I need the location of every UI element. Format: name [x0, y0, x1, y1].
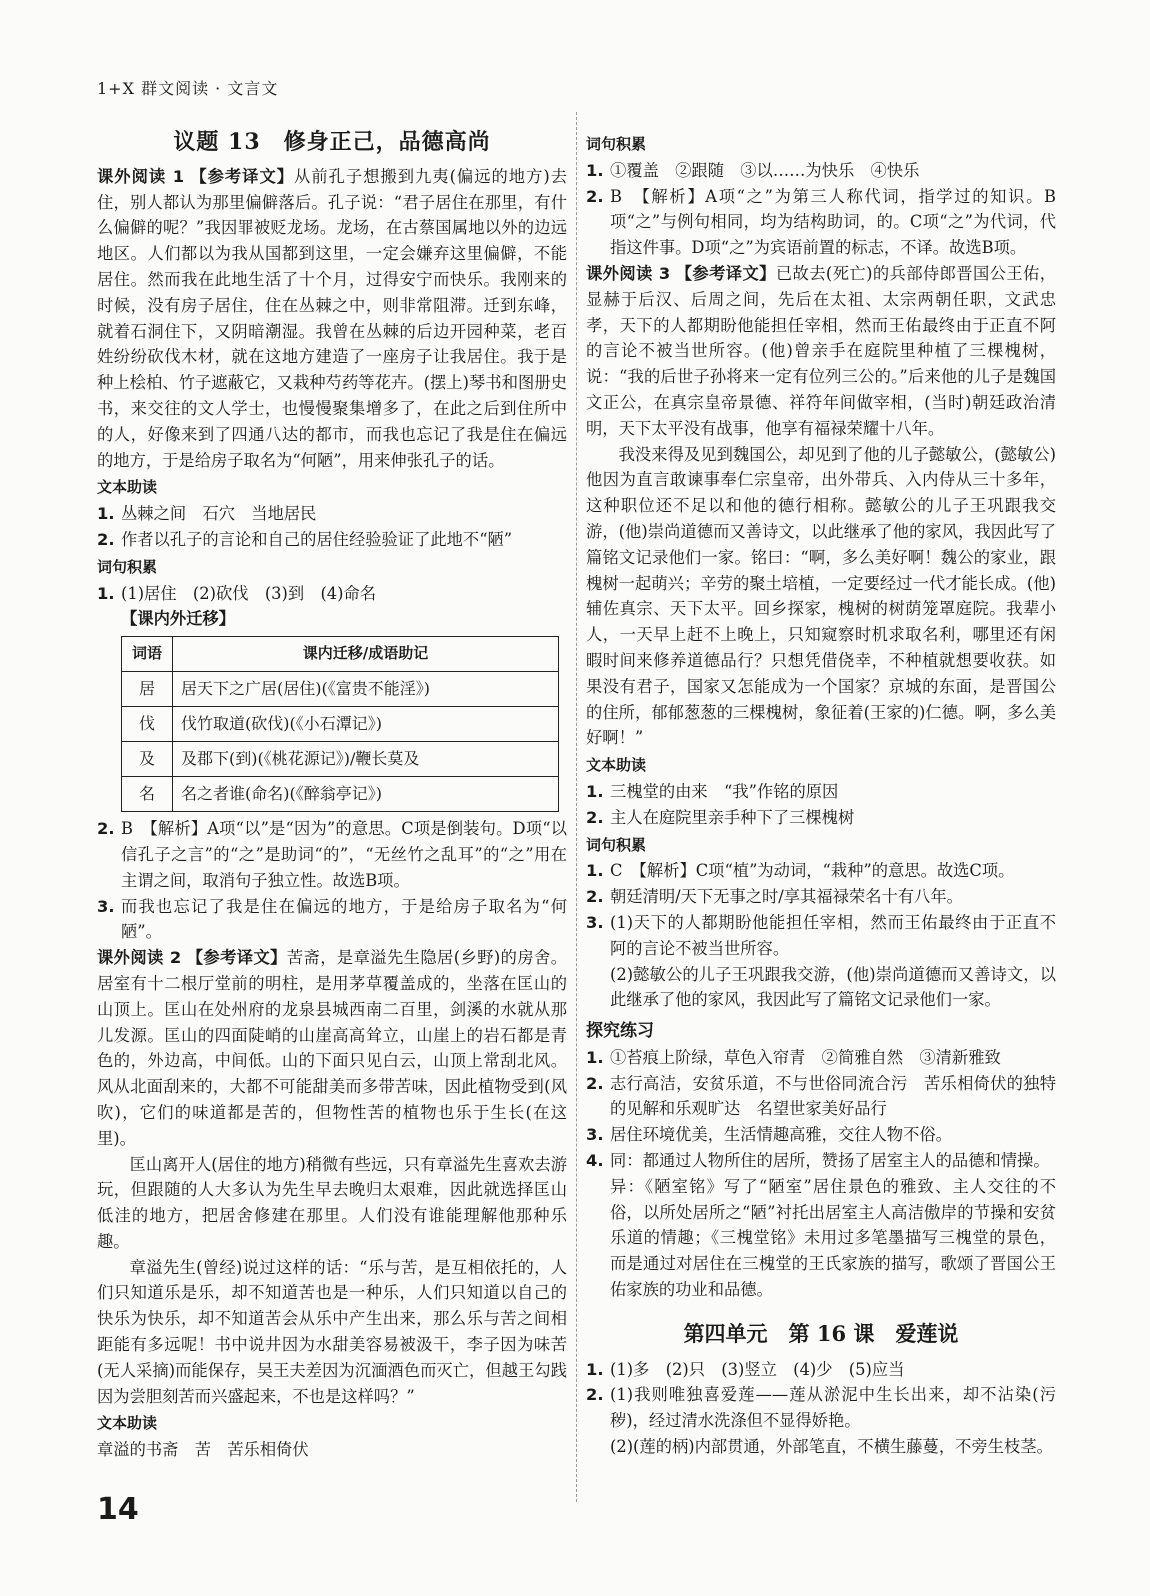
list-item: [97, 894, 567, 946]
list-item: [97, 581, 567, 607]
item-text: 作者以孔子的言论和自己的居住经验验证了此地不“陋”: [121, 529, 513, 549]
item-text: 同：都通过人物所住的居所，赞扬了居室主人的品德和情操。: [610, 1151, 1050, 1171]
list-item: [586, 1357, 1056, 1383]
item-number: 4.: [586, 1151, 604, 1171]
item-number: 2.: [586, 1073, 604, 1093]
item-text: C 【解析】C项“植”为动词，“栽种”的意思。故选C项。: [610, 861, 1015, 881]
reading-3: [586, 261, 1056, 442]
reading-1-ref: 【参考译文】: [190, 166, 295, 186]
item-number: 1.: [586, 1047, 604, 1067]
list-item: [586, 1045, 1056, 1071]
table-cell: 及郡下(到)(《桃花源记》)/鞭长莫及: [173, 742, 559, 777]
item-text: 三槐堂的由来 “我”作铭的原因: [610, 781, 839, 801]
item-sub-text: (2)(莲的柄)内部贯通，外部笔直，不横生藤蔓，不旁生枝茎。: [610, 1437, 1053, 1457]
list-item: [586, 1148, 1056, 1174]
item-text: (1)居住 (2)砍伐 (3)到 (4)命名: [121, 583, 377, 603]
item-number: 1.: [586, 1359, 604, 1379]
cjjl-3-heading: 词句积累: [586, 835, 647, 854]
item-text: B 【解析】A项“以”是“因为”的意思。C项是倒装句。D项“以信孔子之言”的“之”是助词“的”，“无丝竹之乱耳”的“之”用在主谓之间，取消句子独立性。故选B项。: [121, 819, 567, 890]
reading-2-p2: 匡山离开人(居住的地方)稍微有些远，只有章溢先生喜欢去游玩，但跟随的人大多认为先生早去晚归太艰难，因此就选择匡山低洼的地方，把居舍修建在那里。人们没有谁能理解他那种乐趣。: [97, 1154, 567, 1251]
list-item: [97, 501, 567, 527]
table-cell: 居天下之广居(居住)(《富贵不能淫》): [173, 672, 559, 707]
list-item: [586, 1122, 1056, 1148]
reading-2-p3: 章溢先生(曾经)说过这样的话：“乐与苦，是互相依托的，人们只知道乐是乐，却不知道苦也是一种乐，人们只知道以自己的快乐为快乐，却不知道苦会从乐中产生出来，那么乐与苦之间相距能有多远呢！书中说井因为水甜美容易被汲干，李子因为味苦(无人采摘)而能保存，吴王夫差因为沉湎酒色而灭亡，但越王勾践因为尝胆刻苦而兴盛起来，不也是这样吗？”: [97, 1257, 567, 1406]
item-sub-text: (2)懿敏公的儿子王巩跟我交游，(他)崇尚道德而又善诗文，以此继承了他的家风，我因此写了篇铭文记录他们一家。: [610, 964, 1056, 1010]
reading-3-p2: 我没来得及见到魏国公，却见到了他的儿子懿敏公，(懿敏公)他因为直言敢谏事奉仁宗皇帝，出外带兵、入内侍从三十多年，这种职位还不足以和他的德行相称。懿敏公的儿子王巩跟我交游，(他)崇尚道德而又善诗文，以此继承了他的家风，我因此写了篇铭文记录他们一家。铭曰：“啊，多么美好啊！魏公的家业，跟槐树一起萌兴；辛劳的聚土培植，一定要经过一代才能长成。(他)辅佐真宗、天下太平。回乡探家，槐树的树荫笼罩庭院。我辈小人，一天早上赶不上晚上，只知窥察时机求取名利，哪里还有闲暇时间来修养道德品行？只想凭借侥幸，不种植就想要收获。如果没有君子，国家又怎能成为一个国家？京城的东面，是晋国公的住所，郁郁葱葱的三棵槐树，象征着(王家的)仁德。啊，多么美好啊！”: [586, 444, 1056, 748]
item-text: 居住环境优美，生活情趣高雅，交往人物不俗。: [610, 1125, 952, 1145]
list-item: [586, 184, 1056, 261]
page-number: 14: [97, 1492, 139, 1527]
reading-2-ref: 【参考译文】: [186, 948, 287, 968]
table-cell: 伐竹取道(砍伐)(《小石潭记》): [173, 707, 559, 742]
list-item: [586, 158, 1056, 184]
list-item: [586, 779, 1056, 805]
item-number: 2.: [586, 807, 604, 827]
reading-2-label: 课外阅读 2: [97, 948, 182, 968]
reading-1-label: 课外阅读 1: [97, 166, 185, 186]
item-text: ①苔痕上阶绿，草色入帘青 ②简雅自然 ③清新雅致: [610, 1047, 1001, 1067]
left-column: [97, 130, 567, 1463]
list-item: [586, 884, 1056, 910]
table-row: [122, 707, 559, 742]
item-number: 1.: [586, 861, 604, 881]
table-row: [122, 672, 559, 707]
table-header-cell: 词语: [122, 637, 173, 672]
reading-1: [97, 164, 567, 474]
item-number: 2.: [586, 186, 604, 206]
table-cell: 居: [122, 672, 173, 707]
reading-2-p1: 苦斋，是章溢先生隐居(乡野)的房舍。居室有十二根厅堂前的明柱，是用茅草覆盖成的，坐落在匡山的山顶上。匡山在处州府的龙泉县城西南二百里，剑溪的水就从那儿发源。匡山的四面陡峭的山崖高高耸立，山崖上的岩石都是青色的，外边高，中间低。山的下面只见白云，山顶上常刮北风。风从北面刮来的，大都不可能甜美而多带苦味，因此植物受到(风吹)，它们的味道都是苦的，但物性苦的植物也乐于生长(在这里)。: [97, 948, 567, 1148]
item-text: (1)天下的人都期盼他能担任宰相，然而王佑最终由于正直不阿的言论不被当世所容。: [610, 912, 1056, 958]
cjjl-2-heading: 词句积累: [586, 135, 647, 153]
item-text: 志行高洁，安贫乐道，不与世俗同流合污 苦乐相倚伏的独特的见解和乐观旷达 名望世家美好品行: [610, 1073, 1056, 1119]
unit-title: 第四单元 第 16 课 爱莲说: [683, 1320, 959, 1346]
item-number: 1.: [586, 160, 604, 180]
item-text: (1)多 (2)只 (3)竖立 (4)少 (5)应当: [610, 1359, 905, 1379]
migration-table: [121, 636, 559, 812]
item-sub-text: 异：《陋室铭》写了“陋室”居住景色的雅致、主人交往的不俗，以所处居所之“陋”衬托出居室主人高洁傲岸的节操和安贫乐道的情趣；《三槐堂铭》未用过多笔墨描写三槐堂的景色，而是通过对居住在三槐堂的王氏家族的描写，歌颂了晋国公王佑家族的功业和品德。: [610, 1176, 1056, 1300]
list-item: [586, 1382, 1056, 1434]
item-text: B 【解析】A项“之”为第三人称代词，指学过的知识。B项“之”与例句相同，均为结构助词，的。C项“之”为代词，代指这件事。D项“之”为宾语前置的标志，不译。故选B项。: [610, 186, 1056, 258]
wbzd-1-heading: 文本助读: [97, 478, 158, 497]
table-cell: 名: [122, 777, 173, 812]
item-text: (1)我则唯独喜爱莲——莲从淤泥中生长出来，却不沾染(污秽)，经过清水洗涤但不显得娇艳。: [610, 1385, 1056, 1431]
item-number: 2.: [97, 819, 115, 839]
table-header-row: [122, 637, 559, 672]
running-header: 1+X 群文阅读 · 文言文: [97, 79, 279, 98]
table-header-cell: 课内迁移/成语助记: [173, 637, 559, 672]
item-number: 3.: [586, 912, 604, 932]
item-number: 2.: [586, 1385, 604, 1405]
cjjl-1-heading: 词句积累: [97, 557, 158, 576]
right-column: [586, 130, 1056, 1460]
migration-label: 【课内外迁移】: [121, 609, 235, 629]
table-cell: 及: [122, 742, 173, 777]
wbzd-2-heading: 文本助读: [97, 1414, 158, 1433]
table-row: [122, 742, 559, 777]
list-item: [586, 858, 1056, 884]
item-text: 丛棘之间 石穴 当地居民: [121, 504, 317, 524]
column-divider: [576, 112, 578, 1502]
table-cell: 名之者谁(命名)(《醉翁亭记》): [173, 777, 559, 812]
list-item: [97, 816, 567, 893]
item-text: 朝廷清明/天下无事之时/享其福禄荣名十有八年。: [610, 887, 963, 907]
topic-title: 议题 13 修身正己，品德高尚: [173, 129, 491, 155]
item-number: 2.: [97, 529, 115, 549]
list-item: [586, 1071, 1056, 1123]
item-number: 2.: [586, 887, 604, 907]
tjlx-heading: 探究练习: [586, 1021, 654, 1042]
list-item: [97, 527, 567, 553]
wbzd-2-text: 章溢的书斋 苦 苦乐相倚伏: [97, 1440, 309, 1460]
list-item: [586, 910, 1056, 962]
item-number: 1.: [586, 781, 604, 801]
item-number: 3.: [586, 1125, 604, 1145]
item-number: 3.: [97, 896, 115, 916]
item-number: 1.: [97, 583, 115, 603]
reading-3-ref: 【参考译文】: [675, 263, 776, 283]
item-text: ①覆盖 ②跟随 ③以……为快乐 ④快乐: [610, 160, 920, 180]
item-text: 而我也忘记了我是住在偏远的地方，于是给房子取名为“何陋”。: [121, 896, 567, 942]
reading-3-p1: 已故去(死亡)的兵部侍郎晋国公王佑，显赫于后汉、后周之间，先后在太祖、太宗两朝任职，文武忠孝，天下的人都期盼他能担任宰相，然而王佑最终由于正直不阿的言论不被当世所容。(他)曾亲手在庭院里种植了三棵槐树，说：“我的后世子孙将来一定有位列三公的。”后来他的儿子是魏国文正公，在真宗皇帝景德、祥符年间做宰相，(当时)朝廷政治清明，天下太平没有战事，他享有福禄荣耀十八年。: [586, 263, 1056, 438]
table-row: [122, 777, 559, 812]
reading-2: [97, 945, 567, 1151]
list-item: [586, 805, 1056, 831]
item-number: 1.: [97, 504, 115, 524]
wbzd-3-heading: 文本助读: [586, 756, 647, 775]
table-cell: 伐: [122, 707, 173, 742]
reading-1-text: 从前孔子想搬到九夷(偏远的地方)去住，别人都认为那里偏僻落后。孔子说：“君子居住在那里，有什么偏僻的呢？”我因罪被贬龙场。龙场，在古蔡国属地以外的边远地区。人们都以为我从国都到这里，一定会嫌弃这里偏僻，不能居住。然而我在此地生活了十个月，过得安宁而快乐。我刚来的时候，没有房子居住，住在丛棘之中，则非常阻滞。迁到东峰，就着石洞住下，又阴暗潮湿。我曾在丛棘的后边开园种菜，老百姓纷纷砍伐木材，就在这地方建造了一座房子让我居住。我于是种上桧柏、竹子遮蔽它，又栽种芍药等花卉。(摆上)琴书和图册史书，来交往的文人学士，也慢慢聚集增多了，在此之后到住所中的人，好像来到了四通八达的都市，而我也忘记了我是住在偏远的地方，于是给房子取名为“何陋”，用来伸张孔子的话。: [97, 166, 567, 470]
item-text: 主人在庭院里亲手种下了三棵槐树: [610, 807, 855, 827]
reading-3-label: 课外阅读 3: [586, 263, 671, 283]
